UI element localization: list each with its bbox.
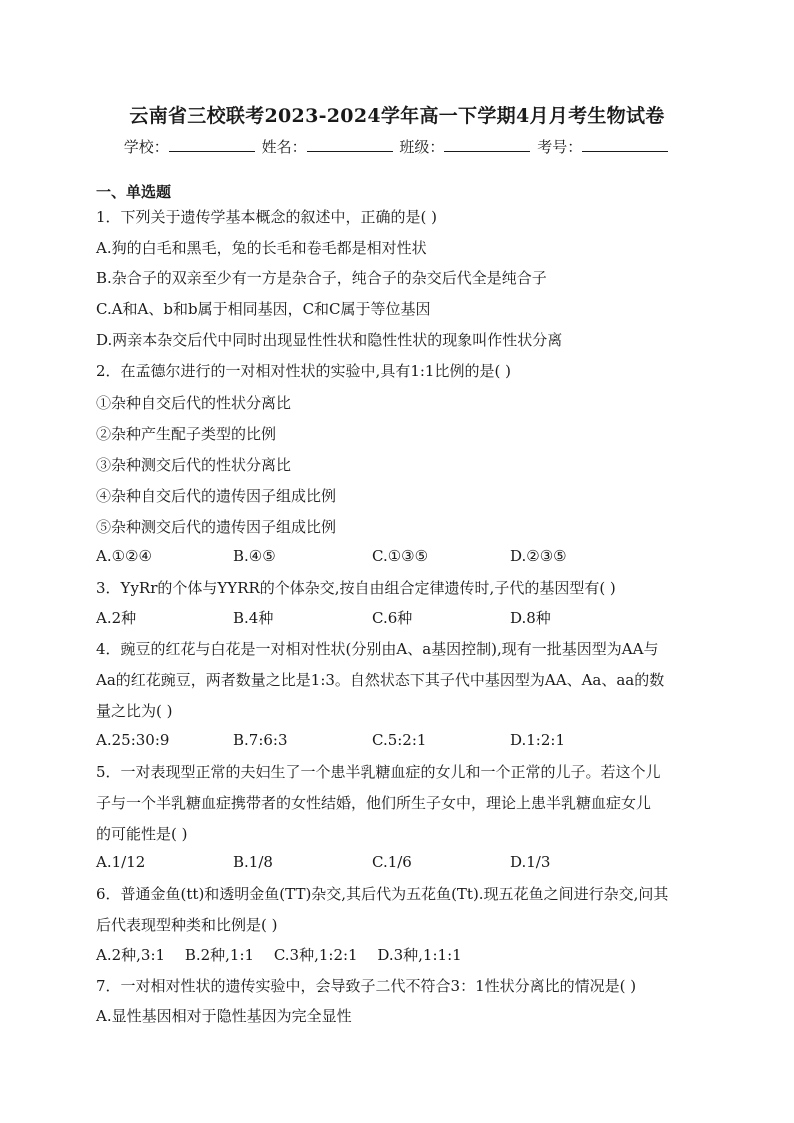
q1-stem: 1．下列关于遗传学基本概念的叙述中，正确的是( ) [96, 208, 438, 226]
q1-option-b: B.杂合子的双亲至少有一方是杂合子，纯合子的杂交后代全是纯合子 [96, 269, 547, 287]
q4-stem-line: 4．豌豆的红花与白花是一对相对性状(分别由A、a基因控制),现有一批基因型为AA与 [96, 640, 659, 658]
q2-option-d: D.②③⑤ [510, 547, 567, 565]
school-blank [169, 137, 255, 152]
q5-option-c: C.1/6 [372, 853, 412, 871]
q3-option-d: D.8种 [510, 609, 551, 627]
q5-option-b: B.1/8 [233, 853, 273, 871]
q3-stem: 3．YyRr的个体与YYRR的个体杂交,按自由组合定律遗传时,子代的基因型有( ) [96, 579, 616, 597]
q4-stem-line: 量之比为( ) [96, 702, 173, 720]
q5-stem-line: 子与一个半乳糖血症携带者的女性结婚，他们所生子女中，理论上患半乳糖血症女儿 [96, 794, 652, 812]
school-label: 学校： [123, 138, 169, 156]
exam-title: 云南省三校联考2023-2024学年高一下学期4月月考生物试卷 [129, 105, 665, 127]
class-label: 班级： [399, 138, 445, 156]
class-blank [444, 137, 530, 152]
q6-options-row: A.2种,3:1 B.2种,1:1 C.3种,1:2:1 D.3种,1:1:1 [96, 946, 462, 964]
exam-number-label: 考号： [537, 138, 583, 156]
q3-option-b: B.4种 [233, 609, 274, 627]
q2-item: ④杂种自交后代的遗传因子组成比例 [96, 487, 337, 505]
q4-option-c: C.5:2:1 [372, 731, 427, 749]
q3-option-a: A.2种 [96, 609, 137, 627]
q4-option-d: D.1:2:1 [510, 731, 565, 749]
q4-option-b: B.7:6:3 [233, 731, 288, 749]
q1-option-a: A.狗的白毛和黑毛，兔的长毛和卷毛都是相对性状 [96, 239, 427, 257]
q6-stem-line: 后代表现型种类和比例是( ) [96, 916, 278, 934]
q5-stem-line: 的可能性是( ) [96, 825, 188, 843]
q3-option-c: C.6种 [372, 609, 413, 627]
q2-item: ②杂种产生配子类型的比例 [96, 425, 277, 443]
q4-option-a: A.25:30:9 [96, 731, 170, 749]
q4-stem-line: Aa的红花豌豆，两者数量之比是1:3。自然状态下其子代中基因型为AA、Aa、aa的数 [96, 671, 665, 689]
q7-option-a: A.显性基因相对于隐性基因为完全显性 [96, 1007, 352, 1025]
q1-option-c: C.A和A、b和b属于相同基因，C和C属于等位基因 [96, 300, 431, 318]
name-label: 姓名： [261, 138, 307, 156]
q2-option-c: C.①③⑤ [372, 547, 429, 565]
q5-stem-line: 5．一对表现型正常的夫妇生了一个患半乳糖血症的女儿和一个正常的儿子。若这个儿 [96, 763, 661, 781]
q2-item: ①杂种自交后代的性状分离比 [96, 394, 292, 412]
q2-item: ⑤杂种测交后代的遗传因子组成比例 [96, 518, 337, 536]
q1-option-d: D.两亲本杂交后代中同时出现显性性状和隐性性状的现象叫作性状分离 [96, 331, 563, 349]
q2-stem: 2．在孟德尔进行的一对相对性状的实验中,具有1:1比例的是( ) [96, 362, 511, 380]
q5-option-a: A.1/12 [96, 853, 146, 871]
student-info-line [0, 136, 794, 157]
q2-option-a: A.①②④ [96, 547, 152, 565]
exam-number-blank [582, 137, 668, 152]
q6-stem-line: 6．普通金鱼(tt)和透明金鱼(TT)杂交,其后代为五花鱼(Tt).现五花鱼之间进行杂交,问其 [96, 885, 669, 903]
q2-option-b: B.④⑤ [233, 547, 276, 565]
q7-stem: 7．一对相对性状的遗传实验中，会导致子二代不符合3：1性状分离比的情况是( ) [96, 977, 637, 995]
q2-item: ③杂种测交后代的性状分离比 [96, 456, 292, 474]
name-blank [307, 137, 393, 152]
section-heading: 一、单选题 [96, 183, 172, 201]
q5-option-d: D.1/3 [510, 853, 551, 871]
